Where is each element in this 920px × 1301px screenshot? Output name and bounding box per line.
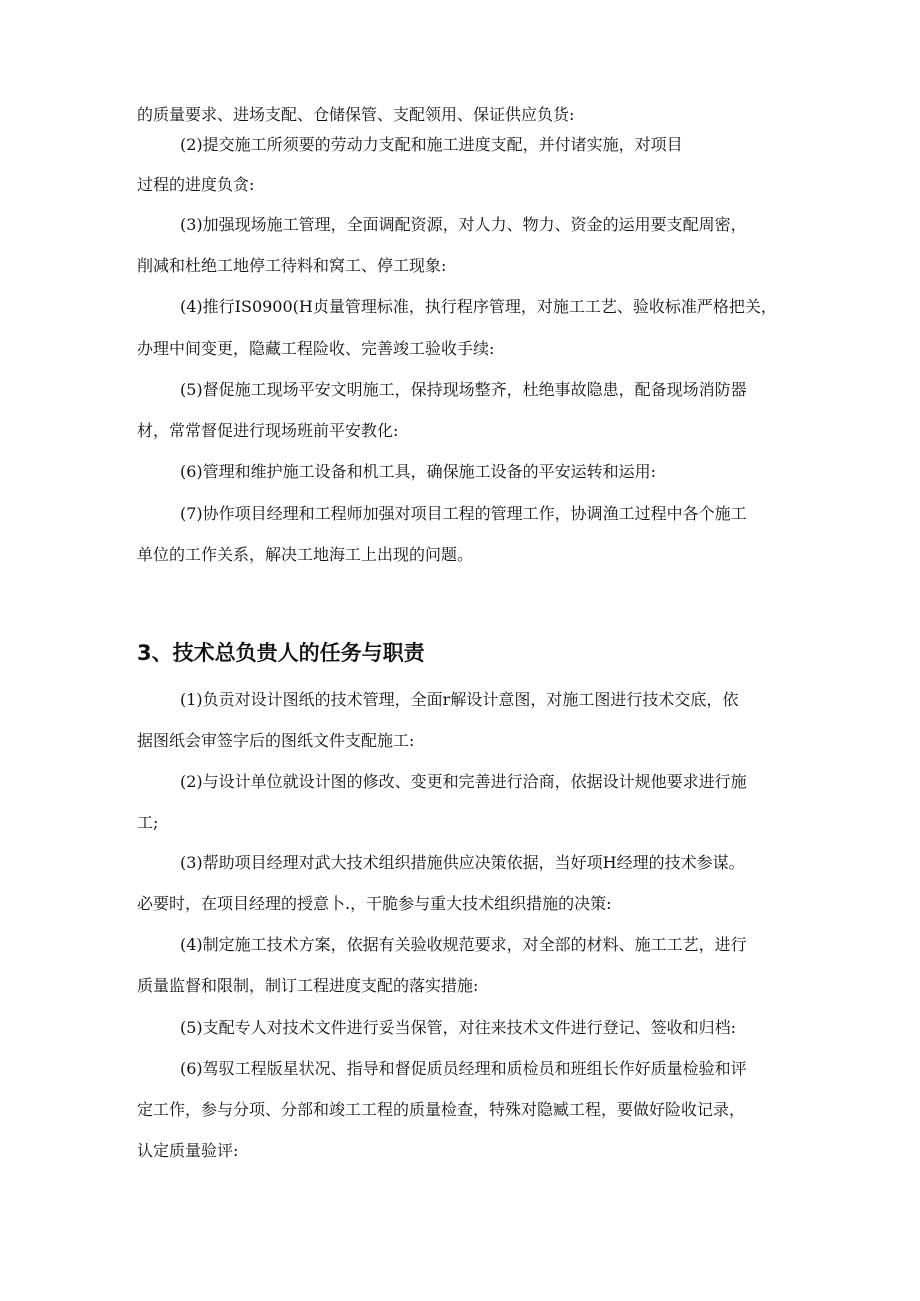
paragraph-line: (1)负贡对设计图纸的技术管理，全面r解设计意图，对施工图进行技术交底，依: [180, 690, 739, 709]
paragraph-line: (4)推行IS0900(H贞量管理标准，执行程序管理，对施工工艺、验收标准严格把关，: [180, 297, 777, 316]
paragraph-line: (5)督促施工现场平安文明施工，保持现场整齐，杜绝事故隐患，配备现场消防器: [180, 380, 747, 399]
paragraph-line: 认定质量验评:: [137, 1141, 239, 1160]
paragraph-line: (7)协作项目经理和工程师加强对项目工程的管理工作，协调渔工过程中各个施工: [180, 504, 747, 523]
paragraph-line: 的质量要求、进场支配、仓储保管、支配领用、保证供应负货:: [137, 105, 575, 124]
paragraph-line: 质量监督和限制，制订工程进度支配的落实措施:: [137, 976, 479, 995]
paragraph-line: (2)与设计单位就设计图的修改、变更和完善进行洽商，依据设计规他要求进行施: [180, 772, 747, 791]
paragraph-line: 据图纸会审签字后的图纸文件支配施工:: [137, 731, 415, 750]
paragraph-line: 办理中间变更，隐藏工程险收、完善竣工验收手续:: [137, 339, 495, 358]
paragraph-line: 材，常常督促进行现场班前平安教化:: [137, 421, 399, 440]
paragraph-line: (6)驾驭工程版星状况、指导和督促质员经理和质检员和班组长作好质量检验和评: [180, 1059, 747, 1078]
paragraph-line: 削减和杜绝工地停工待料和窝工、停工现象:: [137, 256, 447, 275]
paragraph-line: 过程的进度负贪:: [137, 175, 255, 194]
paragraph-line: (4)制定施工技术方案，依据有关验收规范要求，对全部的材料、施工工艺，进行: [180, 935, 747, 954]
paragraph-line: (6)管理和维护施工设备和机工具，确保施工设备的平安运转和运用:: [180, 462, 657, 481]
paragraph-line: (3)帮助项目经理对武大技术组织措施供应决策依据，当好项H经理的技术参谋。: [180, 853, 745, 872]
section-heading: 3、技术总负贵人的任务与职责: [137, 641, 425, 665]
paragraph-line: 定工作，参与分项、分部和竣工工程的质量检查，特殊对隐臧工程，要做好险收记录，: [137, 1100, 746, 1119]
paragraph-line: (3)加强现场施工管理，全面调配资源，对人力、物力、资金的运用要支配周密，: [180, 215, 747, 234]
paragraph-line: 单位的工作关系，解决工地海工上出现的问题。: [137, 545, 474, 564]
paragraph-line: 必要时，在项目经理的授意卜.，干脆参与重大技术组织措施的决策:: [137, 894, 612, 913]
paragraph-line: (2)提交施工所须要的劳动力支配和施工进度支配，并付诸实施，对项目: [180, 135, 683, 154]
paragraph-line: (5)支配专人对技术文件进行妥当保管，对往来技术文件进行登记、签收和归档:: [180, 1018, 737, 1037]
paragraph-line: 工;: [137, 813, 159, 832]
